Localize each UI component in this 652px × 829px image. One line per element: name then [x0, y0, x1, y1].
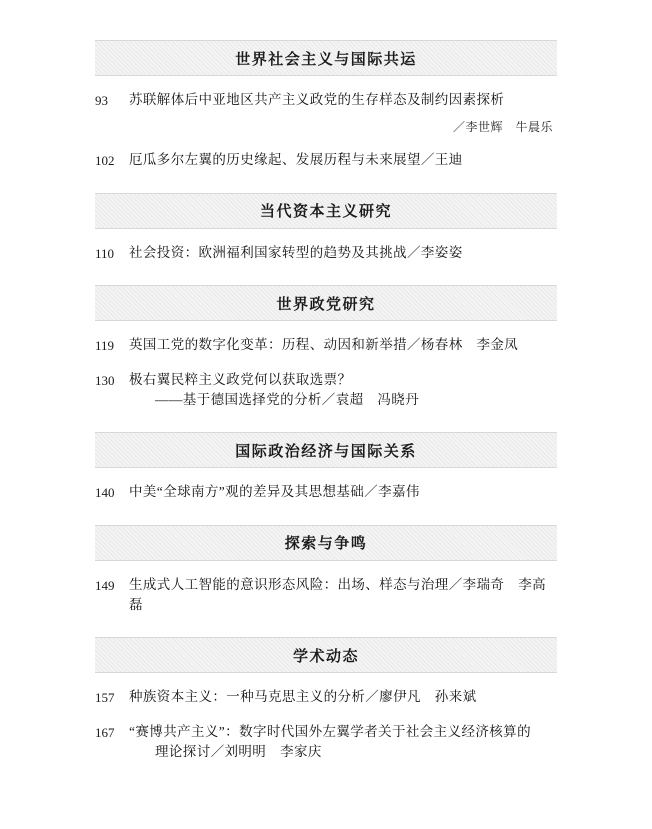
section-header-contemporary-capitalism — [95, 193, 557, 229]
section-title: 探索与争鸣 — [284, 535, 368, 553]
entry-title-line: 中美“全球南方”观的差异及其思想基础／李嘉伟 — [129, 484, 420, 500]
entry-title-line: 生成式人工智能的意识形态风险：出场、样态与治理／李瑞奇 李高磊 — [129, 576, 546, 612]
section-entries-academic-trends — [95, 673, 557, 762]
toc-entry[interactable] — [95, 136, 557, 171]
section-header-world-socialism — [95, 40, 557, 76]
toc-entry[interactable] — [95, 229, 557, 264]
section-title: 世界政党研究 — [276, 295, 376, 313]
entry-page-number: 167 — [95, 724, 115, 740]
entry-title-line: 英国工党的数字化变革：历程、动因和新举措／杨春林 李金凤 — [129, 337, 519, 353]
entry-body — [129, 722, 557, 763]
entry-page-number: 93 — [95, 93, 108, 108]
entry-page-number: 157 — [95, 690, 115, 706]
spacer — [95, 615, 557, 637]
entry-title-line: 厄瓜多尔左翼的历史缘起、发展历程与未来展望／王迪 — [129, 152, 463, 168]
entry-page-number: 102 — [95, 153, 115, 169]
toc-entry[interactable] — [95, 356, 557, 411]
entry-body — [129, 335, 557, 355]
entry-page-number: 110 — [95, 245, 115, 261]
entry-title-line: 种族资本主义：一种马克思主义的分析／廖伊凡 孙来斌 — [129, 689, 477, 705]
section-entries-ipe-international-relations — [95, 468, 557, 503]
spacer — [95, 263, 557, 285]
entry-page-number: 119 — [95, 338, 115, 354]
toc-entry[interactable] — [95, 673, 557, 708]
section-header-academic-trends — [95, 637, 557, 673]
toc-entry[interactable] — [95, 468, 557, 503]
section-header-world-parties — [95, 285, 557, 321]
entry-body — [129, 575, 557, 616]
section-title: 学术动态 — [292, 647, 359, 665]
toc-entry[interactable] — [95, 76, 557, 136]
section-entries-world-socialism — [95, 76, 557, 171]
entry-title-line: “赛博共产主义”：数字时代国外左翼学者关于社会主义经济核算的 — [129, 723, 531, 739]
entry-title-line: 苏联解体后中亚地区共产主义政党的生存样态及制约因素探析 — [129, 92, 505, 107]
spacer — [95, 171, 557, 193]
entry-title-line: 极右翼民粹主义政党何以获取选票？ — [129, 371, 352, 387]
section-header-exploration-debate — [95, 525, 557, 561]
entry-title-line: 社会投资：欧洲福利国家转型的趋势及其挑战／李姿姿 — [129, 244, 463, 260]
toc-entry[interactable] — [95, 708, 557, 763]
entry-page-number: 130 — [95, 372, 115, 388]
toc-entry[interactable] — [95, 321, 557, 356]
section-entries-contemporary-capitalism — [95, 229, 557, 264]
entry-body — [129, 150, 557, 170]
section-entries-exploration-debate — [95, 561, 557, 616]
entry-body — [129, 90, 557, 136]
section-title: 当代资本主义研究 — [259, 203, 392, 221]
section-header-ipe-international-relations — [95, 432, 557, 468]
entry-body — [129, 687, 557, 707]
entry-page-number: 149 — [95, 577, 115, 593]
entry-subtitle-line: 理论探讨／刘明明 李家庆 — [155, 744, 322, 759]
entry-authors: ／李世辉 牛晨乐 — [452, 120, 553, 135]
spacer — [95, 410, 557, 432]
entry-body — [129, 482, 557, 502]
section-title: 国际政治经济与国际关系 — [235, 442, 417, 460]
toc-entry[interactable] — [95, 561, 557, 616]
section-title: 世界社会主义与国际共运 — [235, 50, 417, 68]
entry-body — [129, 370, 557, 411]
entry-body — [129, 243, 557, 263]
entry-subtitle-line: ——基于德国选择党的分析／袁超 冯晓丹 — [155, 392, 420, 407]
section-entries-world-parties — [95, 321, 557, 410]
spacer — [95, 503, 557, 525]
entry-page-number: 140 — [95, 485, 115, 501]
